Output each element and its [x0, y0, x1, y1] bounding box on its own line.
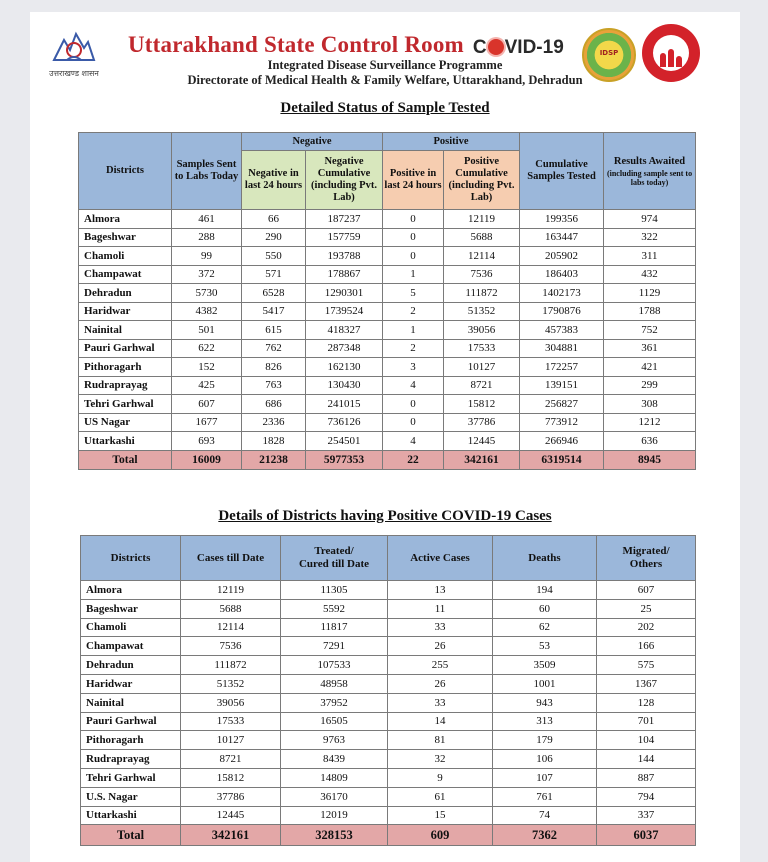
data-cell: 5592: [281, 599, 388, 618]
district-name-cell: Nainital: [79, 321, 172, 340]
document-page: [30, 12, 740, 862]
table-row: [81, 787, 696, 806]
data-cell: 457383: [520, 321, 604, 340]
idsp-logo-text: IDSP: [599, 49, 619, 57]
total-label-cell: Total: [81, 825, 181, 846]
data-cell: 421: [604, 358, 696, 377]
directorate-name: Directorate of Medical Health & Family Welfare, Uttarakhand, Dehradun: [187, 73, 583, 87]
data-cell: 1129: [604, 284, 696, 303]
district-name-cell: US Nagar: [79, 413, 172, 432]
results-awaited-label: Results Awaited: [613, 155, 686, 167]
data-cell: 2: [383, 339, 444, 358]
data-cell: 10127: [181, 731, 281, 750]
data-cell: 99: [172, 247, 242, 266]
total-cell: 328153: [281, 825, 388, 846]
data-cell: 615: [242, 321, 306, 340]
data-cell: 501: [172, 321, 242, 340]
data-cell: 37952: [281, 693, 388, 712]
data-cell: 16505: [281, 712, 388, 731]
positive-cases-body: [81, 581, 696, 846]
table-row: [81, 768, 696, 787]
data-cell: 15812: [181, 768, 281, 787]
district-name-cell: Haridwar: [79, 302, 172, 321]
col-header-cases-till-date: Cases till Date: [181, 536, 281, 581]
sample-status-table: [78, 132, 696, 470]
data-cell: 14809: [281, 768, 388, 787]
total-row: [81, 825, 696, 846]
group-header-negative: Negative: [242, 133, 383, 151]
total-cell: 8945: [604, 450, 696, 469]
data-cell: 256827: [520, 395, 604, 414]
table-row: [79, 302, 696, 321]
table-row: [81, 806, 696, 825]
data-cell: 826: [242, 358, 306, 377]
table-row: [79, 358, 696, 377]
total-cell: 5977353: [306, 450, 383, 469]
district-name-cell: Almora: [79, 210, 172, 229]
district-name-cell: Uttarkashi: [81, 806, 181, 825]
data-cell: 762: [242, 339, 306, 358]
col-header-active-cases: Active Cases: [388, 536, 493, 581]
data-cell: 974: [604, 210, 696, 229]
district-name-cell: U.S. Nagar: [81, 787, 181, 806]
data-cell: 12114: [181, 618, 281, 637]
data-cell: 37786: [181, 787, 281, 806]
data-cell: 0: [383, 228, 444, 247]
data-cell: 311: [604, 247, 696, 266]
data-cell: 571: [242, 265, 306, 284]
district-name-cell: Chamoli: [81, 618, 181, 637]
total-cell: 342161: [181, 825, 281, 846]
data-cell: 51352: [444, 302, 520, 321]
sample-status-body: [79, 210, 696, 470]
data-cell: 144: [597, 750, 696, 769]
data-cell: 15: [388, 806, 493, 825]
district-name-cell: Haridwar: [81, 674, 181, 693]
data-cell: 686: [242, 395, 306, 414]
family-figure-icon: [660, 53, 666, 67]
table-row: [79, 321, 696, 340]
data-cell: 308: [604, 395, 696, 414]
data-cell: 62: [493, 618, 597, 637]
total-cell: 16009: [172, 450, 242, 469]
data-cell: 61: [388, 787, 493, 806]
total-cell: 609: [388, 825, 493, 846]
data-cell: 6528: [242, 284, 306, 303]
table-row: [79, 395, 696, 414]
data-cell: 287348: [306, 339, 383, 358]
data-cell: 26: [388, 674, 493, 693]
table-row: [81, 581, 696, 600]
data-cell: 205902: [520, 247, 604, 266]
data-cell: 162130: [306, 358, 383, 377]
table-row: [81, 712, 696, 731]
virus-icon: [488, 39, 504, 55]
data-cell: 130430: [306, 376, 383, 395]
data-cell: 36170: [281, 787, 388, 806]
data-cell: 1: [383, 265, 444, 284]
data-cell: 241015: [306, 395, 383, 414]
data-cell: 1290301: [306, 284, 383, 303]
district-name-cell: Bageshwar: [79, 228, 172, 247]
title-line: [128, 32, 564, 59]
total-cell: 6037: [597, 825, 696, 846]
district-name-cell: Dehradun: [81, 656, 181, 675]
data-cell: 5730: [172, 284, 242, 303]
data-cell: 761: [493, 787, 597, 806]
data-cell: 290: [242, 228, 306, 247]
total-row: [79, 450, 696, 469]
data-cell: 7291: [281, 637, 388, 656]
table-row: [81, 750, 696, 769]
data-cell: 66: [242, 210, 306, 229]
data-cell: 304881: [520, 339, 604, 358]
data-cell: 33: [388, 618, 493, 637]
data-cell: 4: [383, 376, 444, 395]
treated-label-line1: Treated/: [314, 545, 354, 557]
data-cell: 299: [604, 376, 696, 395]
migrated-label-line2: Others: [629, 558, 663, 570]
data-cell: 0: [383, 413, 444, 432]
nhm-logo-inner: [653, 35, 689, 71]
table-row: [79, 376, 696, 395]
data-cell: 313: [493, 712, 597, 731]
table-row: [79, 265, 696, 284]
data-cell: 152: [172, 358, 242, 377]
data-cell: 1828: [242, 432, 306, 451]
data-cell: 12114: [444, 247, 520, 266]
data-cell: 0: [383, 395, 444, 414]
district-name-cell: Uttarkashi: [79, 432, 172, 451]
data-cell: 12445: [444, 432, 520, 451]
data-cell: 372: [172, 265, 242, 284]
programme-name: Integrated Disease Surveillance Programme: [267, 58, 503, 72]
col-header-positive-24h: Positive in last 24 hours: [383, 151, 444, 210]
data-cell: 418327: [306, 321, 383, 340]
data-cell: 4: [383, 432, 444, 451]
data-cell: 179: [493, 731, 597, 750]
data-cell: 0: [383, 210, 444, 229]
col-header-positive-cumulative: Positive Cumulative (including Pvt. Lab): [444, 151, 520, 210]
data-cell: 37786: [444, 413, 520, 432]
data-cell: 1739524: [306, 302, 383, 321]
data-cell: 3509: [493, 656, 597, 675]
logo-caption: उत्तराखण्ड शासन: [49, 69, 99, 78]
data-cell: 51352: [181, 674, 281, 693]
data-cell: 157759: [306, 228, 383, 247]
col-header-districts: Districts: [79, 133, 172, 210]
data-cell: 1: [383, 321, 444, 340]
data-cell: 1212: [604, 413, 696, 432]
district-name-cell: Dehradun: [79, 284, 172, 303]
table-row: [81, 599, 696, 618]
total-cell: 6319514: [520, 450, 604, 469]
data-cell: 39056: [181, 693, 281, 712]
data-cell: 322: [604, 228, 696, 247]
total-cell: 22: [383, 450, 444, 469]
table-row: [81, 731, 696, 750]
data-cell: 943: [493, 693, 597, 712]
table-row: [79, 247, 696, 266]
data-cell: 425: [172, 376, 242, 395]
data-cell: 607: [172, 395, 242, 414]
data-cell: 14: [388, 712, 493, 731]
col-header-negative-24h: Negative in last 24 hours: [242, 151, 306, 210]
district-name-cell: Chamoli: [79, 247, 172, 266]
data-cell: 461: [172, 210, 242, 229]
data-cell: 794: [597, 787, 696, 806]
data-cell: 622: [172, 339, 242, 358]
data-cell: 186403: [520, 265, 604, 284]
group-header-positive: Positive: [383, 133, 520, 151]
data-cell: 8721: [181, 750, 281, 769]
district-name-cell: Pauri Garhwal: [79, 339, 172, 358]
col-header-districts: Districts: [81, 536, 181, 581]
data-cell: 26: [388, 637, 493, 656]
positive-cases-title: Details of Districts having Positive COVID-19 Cases: [218, 508, 552, 524]
col-header-results-awaited: [604, 133, 696, 210]
district-name-cell: Tehri Garhwal: [79, 395, 172, 414]
data-cell: 111872: [181, 656, 281, 675]
data-cell: 13: [388, 581, 493, 600]
data-cell: 693: [172, 432, 242, 451]
data-cell: 17533: [444, 339, 520, 358]
sample-status-title: Detailed Status of Sample Tested: [280, 100, 490, 116]
data-cell: 187237: [306, 210, 383, 229]
table-row: [81, 618, 696, 637]
district-name-cell: Bageshwar: [81, 599, 181, 618]
table-row: [79, 339, 696, 358]
col-header-negative-cumulative: Negative Cumulative (including Pvt. Lab): [306, 151, 383, 210]
data-cell: 5417: [242, 302, 306, 321]
total-cell: 21238: [242, 450, 306, 469]
data-cell: 194: [493, 581, 597, 600]
district-name-cell: Pauri Garhwal: [81, 712, 181, 731]
data-cell: 17533: [181, 712, 281, 731]
col-header-treated: [281, 536, 388, 581]
data-cell: 1788: [604, 302, 696, 321]
data-cell: 199356: [520, 210, 604, 229]
data-cell: 763: [242, 376, 306, 395]
migrated-label-line1: Migrated/: [622, 545, 670, 557]
table-row: [79, 432, 696, 451]
data-cell: 607: [597, 581, 696, 600]
data-cell: 5688: [444, 228, 520, 247]
total-label-cell: Total: [79, 450, 172, 469]
data-cell: 1790876: [520, 302, 604, 321]
data-cell: 1677: [172, 413, 242, 432]
data-cell: 4382: [172, 302, 242, 321]
district-name-cell: Champawat: [81, 637, 181, 656]
data-cell: 81: [388, 731, 493, 750]
data-cell: 32: [388, 750, 493, 769]
page-title: Uttarakhand State Control Room: [128, 32, 464, 57]
data-cell: 550: [242, 247, 306, 266]
data-cell: 752: [604, 321, 696, 340]
treated-label-line2: Cured till Date: [298, 558, 370, 570]
data-cell: 48958: [281, 674, 388, 693]
data-cell: 5688: [181, 599, 281, 618]
data-cell: 163447: [520, 228, 604, 247]
data-cell: 701: [597, 712, 696, 731]
family-figure-icon: [676, 56, 682, 67]
data-cell: 432: [604, 265, 696, 284]
data-cell: 178867: [306, 265, 383, 284]
data-cell: 15812: [444, 395, 520, 414]
data-cell: 288: [172, 228, 242, 247]
table-row: [81, 637, 696, 656]
data-cell: 106: [493, 750, 597, 769]
data-cell: 25: [597, 599, 696, 618]
data-cell: 736126: [306, 413, 383, 432]
data-cell: 8721: [444, 376, 520, 395]
idsp-logo: [582, 28, 636, 82]
data-cell: 74: [493, 806, 597, 825]
data-cell: 39056: [444, 321, 520, 340]
data-cell: 11: [388, 599, 493, 618]
data-cell: 111872: [444, 284, 520, 303]
data-cell: 0: [383, 247, 444, 266]
district-name-cell: Pithoragarh: [79, 358, 172, 377]
data-cell: 7536: [181, 637, 281, 656]
district-name-cell: Tehri Garhwal: [81, 768, 181, 787]
data-cell: 266946: [520, 432, 604, 451]
district-name-cell: Champawat: [79, 265, 172, 284]
data-cell: 107533: [281, 656, 388, 675]
total-cell: 7362: [493, 825, 597, 846]
data-cell: 60: [493, 599, 597, 618]
col-header-cumulative-tested: Cumulative Samples Tested: [520, 133, 604, 210]
data-cell: 2: [383, 302, 444, 321]
total-cell: 342161: [444, 450, 520, 469]
col-header-deaths: Deaths: [493, 536, 597, 581]
data-cell: 1001: [493, 674, 597, 693]
results-awaited-note: (including sample sent to labs today): [606, 168, 693, 187]
data-cell: 12019: [281, 806, 388, 825]
data-cell: 166: [597, 637, 696, 656]
positive-cases-table: [80, 535, 696, 846]
data-cell: 3: [383, 358, 444, 377]
table-row: [79, 413, 696, 432]
col-header-migrated: [597, 536, 696, 581]
data-cell: 773912: [520, 413, 604, 432]
data-cell: 636: [604, 432, 696, 451]
district-name-cell: Rudraprayag: [81, 750, 181, 769]
data-cell: 12445: [181, 806, 281, 825]
data-cell: 11305: [281, 581, 388, 600]
data-cell: 172257: [520, 358, 604, 377]
data-cell: 104: [597, 731, 696, 750]
data-cell: 193788: [306, 247, 383, 266]
data-cell: 107: [493, 768, 597, 787]
table-row: [81, 656, 696, 675]
data-cell: 12119: [181, 581, 281, 600]
data-cell: 9763: [281, 731, 388, 750]
district-name-cell: Rudraprayag: [79, 376, 172, 395]
family-figure-icon: [668, 49, 674, 67]
data-cell: 2336: [242, 413, 306, 432]
data-cell: 11817: [281, 618, 388, 637]
data-cell: 33: [388, 693, 493, 712]
data-cell: 361: [604, 339, 696, 358]
data-cell: 575: [597, 656, 696, 675]
district-name-cell: Pithoragarh: [81, 731, 181, 750]
col-header-samples-sent: Samples Sent to Labs Today: [172, 133, 242, 210]
data-cell: 12119: [444, 210, 520, 229]
data-cell: 128: [597, 693, 696, 712]
data-cell: 5: [383, 284, 444, 303]
data-cell: 1402173: [520, 284, 604, 303]
data-cell: 53: [493, 637, 597, 656]
table-row: [81, 674, 696, 693]
data-cell: 255: [388, 656, 493, 675]
table-row: [79, 228, 696, 247]
data-cell: 202: [597, 618, 696, 637]
data-cell: 887: [597, 768, 696, 787]
covid-badge: C VID-19: [472, 37, 564, 59]
data-cell: 139151: [520, 376, 604, 395]
data-cell: 1367: [597, 674, 696, 693]
data-cell: 8439: [281, 750, 388, 769]
district-name-cell: Nainital: [81, 693, 181, 712]
district-name-cell: Almora: [81, 581, 181, 600]
data-cell: 10127: [444, 358, 520, 377]
table-row: [79, 210, 696, 229]
table-row: [81, 693, 696, 712]
table-row: [79, 284, 696, 303]
data-cell: 337: [597, 806, 696, 825]
data-cell: 254501: [306, 432, 383, 451]
data-cell: 9: [388, 768, 493, 787]
data-cell: 7536: [444, 265, 520, 284]
nhm-logo: [642, 24, 700, 82]
report-header: [30, 12, 740, 102]
